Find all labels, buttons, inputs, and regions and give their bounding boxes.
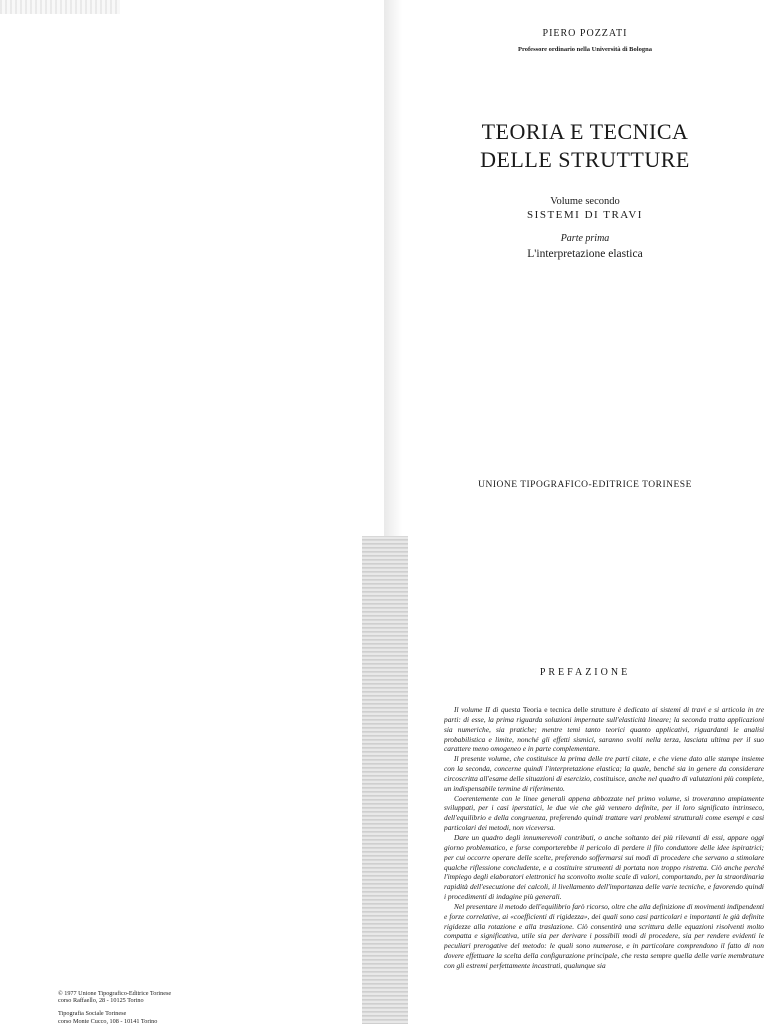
preface-paragraph: Nel presentare il metodo dell'equilibrio farò ricorso, oltre che alla definizione di movimenti indipendenti e forze correlative, ai «coefficienti di rigidezza», dei quali sono casi particolari e importanti le già definite rigidezze alla rotazione e alla traslazione. Ciò consentirà una scrittura delle equazioni risolventi molto compatta e significativa, utile sia per derivare i possibili modi di procedere, sia per rendere evidenti le peculiari prerogative del metodo: le quali sono numerose, e in particolare comprendono il fatto di non dovere effettuare la scelta della configurazione principale, che resta sempre quella delle varie membrature con gli estremi perfettamente incastrati, qualunque sia [444,901,764,970]
colophon [58,990,358,1025]
preface-paragraph: Coerentemente con le linee generali appena abbozzate nel primo volume, si troveranno ampiamente sviluppati, per i casi iperstatici, le due vie che già vennero definite, per il loro significato intrinseco, dell'equilibrio e della congruenza, preferendo quindi trattare vari problemi strutturali come esempi e casi particolari dei metodi, non viceversa. [444,793,764,833]
part-title: L'interpretazione elastica [527,248,643,260]
copyright-line: © 1977 Unione Tipografico-Editrice Torinese [58,990,172,997]
publisher-address: corso Raffaello, 28 - 10125 Torino [58,997,144,1005]
page-gutter-shadow [384,0,402,540]
volume-subtitle: SISTEMI DI TRAVI [527,209,643,221]
cited-title: Teoria e tecnica delle strutture [522,705,616,714]
book-title [402,118,768,174]
author-name: PIERO POZZATI [542,28,628,39]
preface-paragraph: Il presente volume, che costituisce la prima delle tre parti citate, e che viene dato alle stampe insieme con la seconda, concerne quindi l'interpretazione elastica; la quale, benché sia in genere da considerare circoscritta all'esame delle situazioni di esercizio, costituisce, anche nel quadro di valutazioni più complete, un indispensabile termine di riferimento. [444,754,764,793]
preface-heading: PREFAZIONE [539,667,631,678]
preface-paragraph: Dare un quadro degli innumerevoli contributi, o anche soltanto dei più rilevanti di essi, appare oggi giorno problematico, e forse comporterebbe il pericolo di perdere il filo conduttore delle idee ispiratrici; per cui occorre operare delle scelte, preferendo soffermarsi sui modi di procedere che servano a stimolare qualche riflessione concludente, e a costituire strumenti di portata non troppo ristretta. Ciò anche perché l'impiego degli elaboratori elettronici ha sconvolto molte scale di valori, comportando, per la straordinaria rapidità dell'esecuzione dei calcoli, il livellamento dell'importanza delle varie tecniche, e favorendo quindi i procedimenti di indagine più generali. [444,832,764,902]
scan-edge-artifact [0,0,120,14]
printer-name: Tipografia Sociale Torinese [58,1010,127,1018]
preface-body [444,705,764,1024]
preface-paragraph: Il volume II di questa Teoria e tecnica delle strutture è dedicato ai sistemi di travi e si articola in tre parti: di esse, la prima riguarda soluzioni impernate sull'elasticità lineare; la seconda tratta applicazioni sia numeriche, sia pratiche; mentre temi tanto teorici quanto applicativi, riguardanti le analisi probabilistica e limite, nonché gli effetti sismici, saranno svolti nella terza, lasciata ultima per il suo carattere meno omogeneo e in parte complementare. [444,705,764,754]
left-page [0,0,384,1024]
title-line-2: DELLE STRUTTURE [480,147,690,172]
printer-address: corso Monte Cucco, 108 - 10141 Torino [58,1017,158,1025]
page-gutter-scan-band [362,536,408,1024]
title-line-1: TEORIA E TECNICA [481,119,689,144]
part-label: Parte prima [560,233,610,244]
author-affiliation: Professore ordinario nella Università di Bologna [518,46,652,53]
volume-label: Volume secondo [550,196,620,207]
publisher-name: UNIONE TIPOGRAFICO-EDITRICE TORINESE [478,480,692,490]
